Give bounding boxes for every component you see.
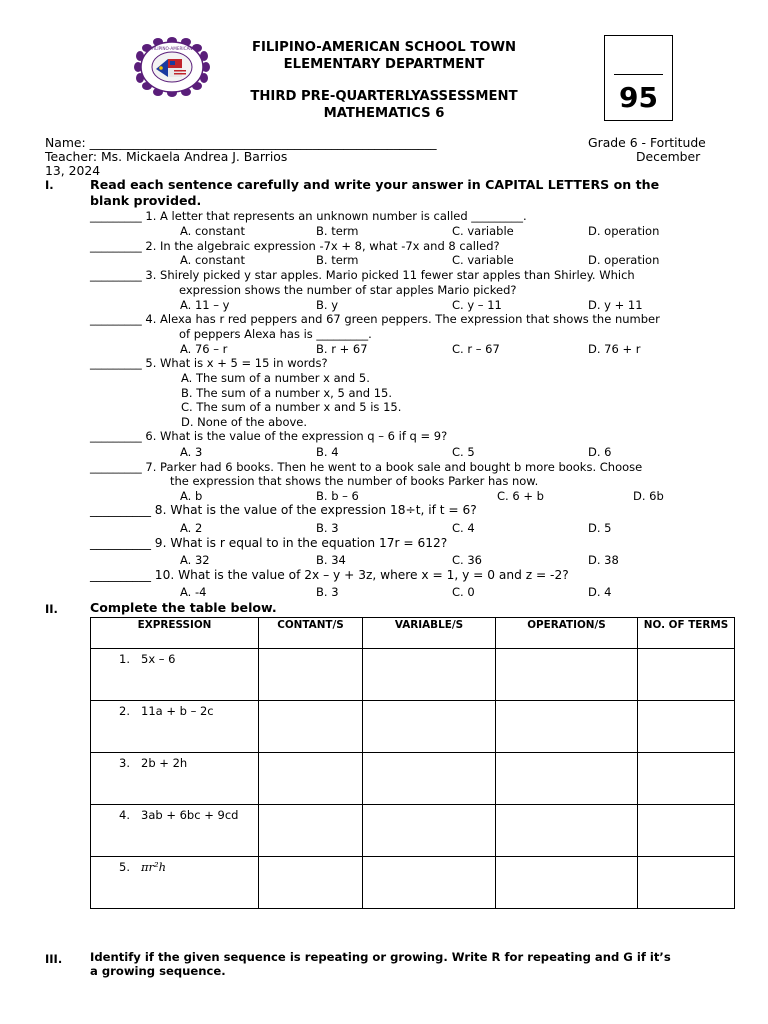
q1-option-a: A. constant xyxy=(180,224,245,238)
terms-answer-cell[interactable] xyxy=(638,857,735,909)
q2-option-c: C. variable xyxy=(452,253,514,267)
q8-option-a: A. 2 xyxy=(180,521,203,535)
expression-text: πr²h xyxy=(141,860,167,874)
q5-option-b: B. The sum of a number x, 5 and 15. xyxy=(181,386,393,400)
question-7: _________ 7. Parker had 6 books. Then he went to a book sale and bought b more books. Choose xyxy=(90,460,643,474)
column-header-constants: CONTANT/S xyxy=(259,618,363,649)
table-row xyxy=(91,649,735,701)
q4-option-b: B. r + 67 xyxy=(316,342,368,356)
q1-option-d: D. operation xyxy=(588,224,660,238)
operations-answer-cell[interactable] xyxy=(496,701,638,753)
column-header-operations: OPERATION/S xyxy=(496,618,638,649)
constants-answer-cell[interactable] xyxy=(259,857,363,909)
question-3: _________ 3. Shirely picked y star apples. Mario picked 11 fewer star apples than Shirley. Which xyxy=(90,268,635,282)
table-header-row xyxy=(91,618,735,649)
expression-cell: 2. 11a + b – 2c xyxy=(91,701,259,753)
q8-option-d: D. 5 xyxy=(588,521,612,535)
score-blank-line xyxy=(614,74,663,75)
q9-option-c: C. 36 xyxy=(452,553,482,567)
q3-option-b: B. y xyxy=(316,298,339,312)
column-header-variables: VARIABLE/S xyxy=(363,618,496,649)
variables-answer-cell[interactable] xyxy=(363,701,496,753)
q9-option-b: B. 34 xyxy=(316,553,346,567)
table-row xyxy=(91,753,735,805)
q6-option-c: C. 5 xyxy=(452,445,475,459)
expression-cell: 1. 5x – 6 xyxy=(91,649,259,701)
question-3-continued: expression shows the number of star apples Mario picked? xyxy=(179,283,517,297)
q4-option-d: D. 76 + r xyxy=(588,342,641,356)
question-9: __________ 9. What is r equal to in the equation 17r = 612? xyxy=(90,536,448,550)
school-name: FILIPINO-AMERICAN SCHOOL TOWN xyxy=(251,40,517,55)
score-total: 95 xyxy=(619,81,658,114)
expression-text: 11a + b – 2c xyxy=(141,704,214,718)
q6-option-d: D. 6 xyxy=(588,445,612,459)
q7-option-b: B. b – 6 xyxy=(316,489,359,503)
date-year: 13, 2024 xyxy=(45,163,101,178)
constants-answer-cell[interactable] xyxy=(259,753,363,805)
variables-answer-cell[interactable] xyxy=(363,649,496,701)
q2-option-a: A. constant xyxy=(180,253,245,267)
subject-title: MATHEMATICS 6 xyxy=(323,106,445,121)
q10-option-b: B. 3 xyxy=(316,585,339,599)
school-seal-logo xyxy=(134,37,210,97)
column-header-expression: EXPRESSION xyxy=(91,618,259,649)
assessment-title: THIRD PRE-QUARTERLYASSESSMENT xyxy=(250,89,518,104)
q1-option-c: C. variable xyxy=(452,224,514,238)
expression-text: 5x – 6 xyxy=(141,652,176,666)
section-1-instructions: Read each sentence carefully and write your answer in CAPITAL LETTERS on the blank provided. xyxy=(90,177,660,208)
expression-cell: 4. 3ab + 6bc + 9cd xyxy=(91,805,259,857)
constants-answer-cell[interactable] xyxy=(259,649,363,701)
expression-text: 2b + 2h xyxy=(141,756,188,770)
q1-option-b: B. term xyxy=(316,224,359,238)
grade-section: Grade 6 - Fortitude xyxy=(588,135,706,150)
variables-answer-cell[interactable] xyxy=(363,805,496,857)
operations-answer-cell[interactable] xyxy=(496,649,638,701)
q6-option-a: A. 3 xyxy=(180,445,203,459)
q2-option-d: D. operation xyxy=(588,253,660,267)
q4-option-a: A. 76 – r xyxy=(180,342,228,356)
operations-answer-cell[interactable] xyxy=(496,805,638,857)
section-2-instructions: Complete the table below. xyxy=(90,600,277,615)
section-2-number: II. xyxy=(45,602,58,616)
question-4-continued: of peppers Alexa has is _________. xyxy=(179,327,372,341)
question-8: __________ 8. What is the value of the expression 18÷t, if t = 6? xyxy=(90,503,477,517)
q10-option-a: A. -4 xyxy=(180,585,207,599)
q2-option-b: B. term xyxy=(316,253,359,267)
question-1: _________ 1. A letter that represents an unknown number is called _________. xyxy=(90,209,527,223)
q3-option-c: C. y – 11 xyxy=(452,298,502,312)
question-4: _________ 4. Alexa has r red peppers and 67 green peppers. The expression that shows the number xyxy=(90,312,660,326)
q6-option-b: B. 4 xyxy=(316,445,339,459)
question-2: _________ 2. In the algebraic expression -7x + 8, what -7x and 8 called? xyxy=(90,239,500,253)
expression-cell: 5. πr²h xyxy=(91,857,259,909)
terms-answer-cell[interactable] xyxy=(638,753,735,805)
teacher-name: Teacher: Ms. Mickaela Andrea J. Barrios xyxy=(45,149,288,164)
section-3-instructions: Identify if the given sequence is repeating or growing. Write R for repeating and G if it’s a growing sequence. xyxy=(90,950,671,978)
svg-text:FILIPINO-AMERICAN: FILIPINO-AMERICAN xyxy=(151,46,193,51)
question-7-continued: the expression that shows the number of books Parker has now. xyxy=(170,474,539,488)
q5-option-a: A. The sum of a number x and 5. xyxy=(181,371,370,385)
terms-answer-cell[interactable] xyxy=(638,649,735,701)
question-6: _________ 6. What is the value of the expression q – 6 if q = 9? xyxy=(90,429,448,443)
section-3-number: III. xyxy=(45,952,63,966)
constants-answer-cell[interactable] xyxy=(259,805,363,857)
terms-answer-cell[interactable] xyxy=(638,805,735,857)
q5-option-c: C. The sum of a number x and 5 is 15. xyxy=(181,400,402,414)
q4-option-c: C. r – 67 xyxy=(452,342,500,356)
table-row xyxy=(91,805,735,857)
q10-option-d: D. 4 xyxy=(588,585,612,599)
expression-text: 3ab + 6bc + 9cd xyxy=(141,808,239,822)
q3-option-d: D. y + 11 xyxy=(588,298,643,312)
question-5: _________ 5. What is x + 5 = 15 in words? xyxy=(90,356,328,370)
q5-option-d: D. None of the above. xyxy=(181,415,308,429)
q8-option-c: C. 4 xyxy=(452,521,475,535)
terms-answer-cell[interactable] xyxy=(638,701,735,753)
table-row xyxy=(91,857,735,909)
date-month: December xyxy=(636,149,701,164)
q10-option-c: C. 0 xyxy=(452,585,475,599)
operations-answer-cell[interactable] xyxy=(496,857,638,909)
operations-answer-cell[interactable] xyxy=(496,753,638,805)
expression-cell: 3. 2b + 2h xyxy=(91,753,259,805)
q7-option-d: D. 6b xyxy=(633,489,664,503)
algebraic-expressions-table xyxy=(90,617,735,909)
name-field: Name: ________________________________________________________ xyxy=(45,135,437,150)
column-header-number-of-terms: NO. OF TERMS xyxy=(638,618,735,649)
q9-option-a: A. 32 xyxy=(180,553,210,567)
q9-option-d: D. 38 xyxy=(588,553,619,567)
department-name: ELEMENTARY DEPARTMENT xyxy=(283,57,485,72)
q7-option-a: A. b xyxy=(180,489,203,503)
constants-answer-cell[interactable] xyxy=(259,701,363,753)
variables-answer-cell[interactable] xyxy=(363,857,496,909)
q7-option-c: C. 6 + b xyxy=(497,489,544,503)
score-box xyxy=(604,35,673,121)
variables-answer-cell[interactable] xyxy=(363,753,496,805)
table-row xyxy=(91,701,735,753)
q8-option-b: B. 3 xyxy=(316,521,339,535)
section-1-number: I. xyxy=(45,178,54,192)
q3-option-a: A. 11 – y xyxy=(180,298,230,312)
question-10: __________ 10. What is the value of 2x – y + 3z, where x = 1, y = 0 and z = -2? xyxy=(90,568,569,582)
